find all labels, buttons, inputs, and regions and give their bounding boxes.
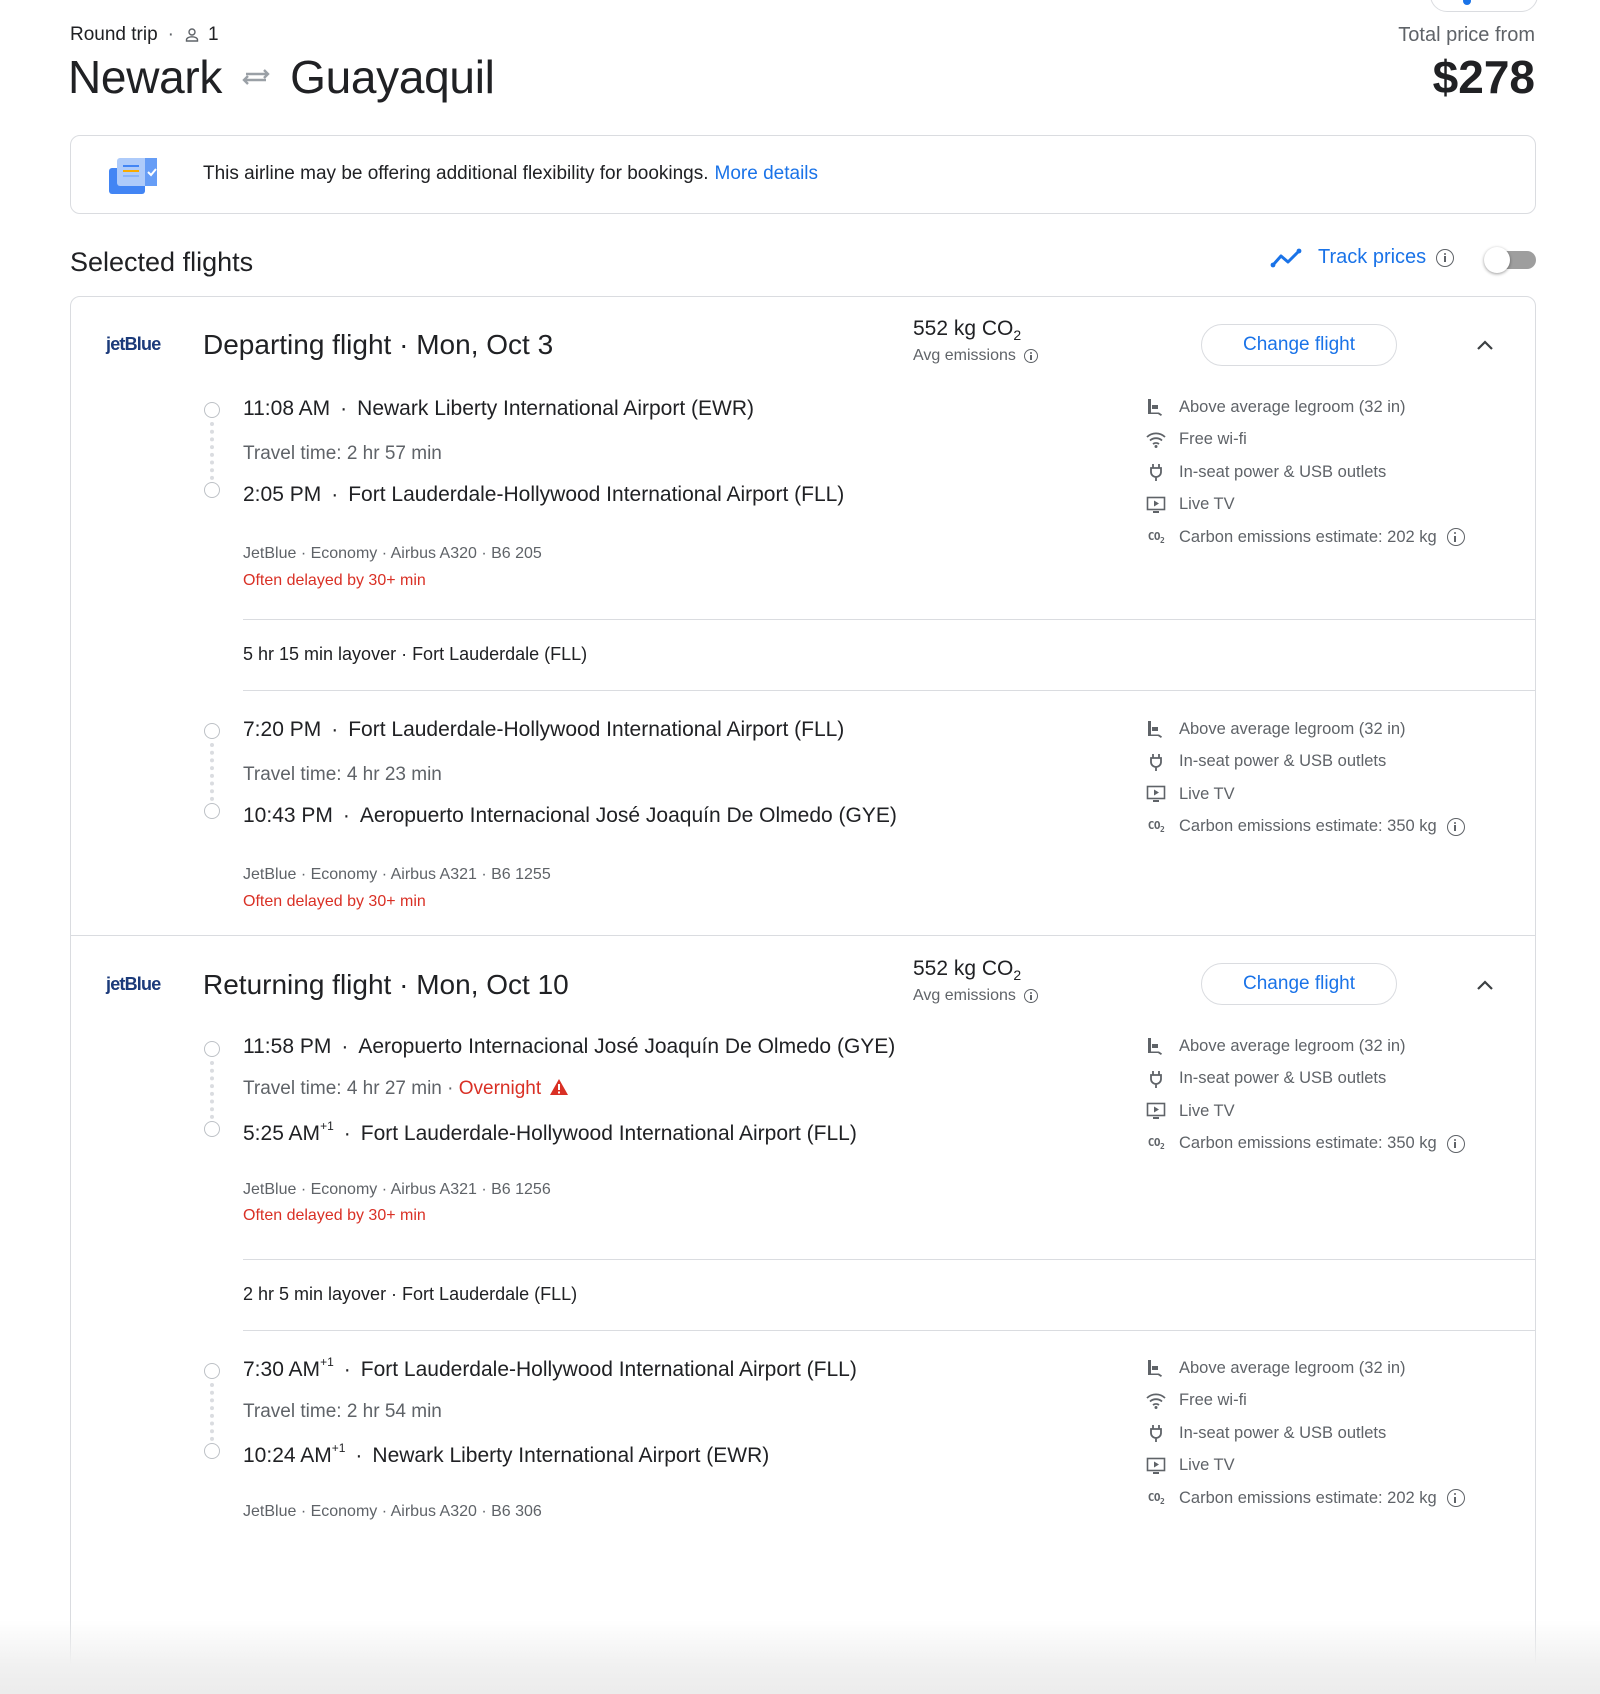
amenity-tv (1145, 778, 1465, 811)
chip-dot-icon (1463, 0, 1471, 5)
notice-text (203, 163, 818, 185)
change-flight-button[interactable]: Change flight (1201, 324, 1397, 366)
flexibility-notice (70, 135, 1536, 214)
flight-info: JetBlue · Economy · Airbus A321 · B6 1256 (243, 1181, 551, 1198)
live-tv-icon (1145, 784, 1167, 804)
amenity-text: In-seat power & USB outlets (1179, 462, 1387, 481)
amenity-emissions (1145, 1482, 1465, 1515)
emissions-subscript: 2 (1013, 327, 1022, 344)
separator-dot: · (167, 24, 174, 45)
warning-triangle-icon (549, 1078, 569, 1096)
arrival-line: 10:43 PM · Aeropuerto Internacional José Joaquín De Olmedo (GYE) (243, 804, 897, 827)
selected-flights-card (70, 296, 1536, 1672)
amenity-text: Above average legroom (32 in) (1179, 397, 1406, 416)
amenity-tv (1145, 1095, 1465, 1128)
leg-emissions (913, 317, 1038, 365)
delay-warning: Often delayed by 30+ min (243, 893, 426, 910)
arrival-line: 2:05 PM · Fort Lauderdale-Hollywood International Airport (FLL) (243, 483, 845, 506)
amenity-tv (1145, 489, 1465, 522)
departure-dot (204, 1041, 220, 1057)
next-day-marker: +1 (320, 1355, 334, 1369)
live-tv-icon (1145, 1101, 1167, 1121)
track-prices-toggle[interactable] (1484, 247, 1536, 273)
arrival-airport: Aeropuerto Internacional José Joaquín De Olmedo (GYE) (359, 804, 897, 827)
info-icon[interactable] (1024, 349, 1038, 363)
amenities-list (1145, 713, 1465, 843)
total-price: $278 (1432, 51, 1535, 103)
amenity-text: Live TV (1179, 1101, 1235, 1120)
amenity-power (1145, 746, 1465, 779)
departure-airport: Aeropuerto Internacional José Joaquín De Olmedo (GYE) (358, 1035, 896, 1058)
arrival-dot (204, 1121, 220, 1137)
travel-time: Travel time: 2 hr 57 min (243, 443, 442, 464)
power-plug-icon (1145, 1069, 1167, 1089)
leg-divider (71, 935, 1535, 936)
wifi-icon (1145, 430, 1167, 450)
amenity-power (1145, 456, 1465, 489)
amenity-legroom (1145, 1030, 1465, 1063)
amenity-power (1145, 1417, 1465, 1450)
amenity-legroom (1145, 391, 1465, 424)
amenity-legroom (1145, 713, 1465, 746)
overnight-label: Overnight (458, 1078, 542, 1099)
arrival-airport: Fort Lauderdale-Hollywood International Airport (FLL) (360, 1122, 857, 1145)
amenity-text: Free wi-fi (1179, 1391, 1247, 1410)
trip-type: Round trip (70, 24, 158, 45)
info-icon[interactable] (1447, 528, 1465, 546)
power-plug-icon (1145, 1423, 1167, 1443)
amenity-legroom (1145, 1352, 1465, 1385)
trip-meta (70, 24, 219, 46)
airline-logo: jetBlue (106, 974, 161, 994)
timeline-dots (210, 1383, 214, 1441)
info-icon[interactable] (1024, 989, 1038, 1003)
next-day-marker: +1 (320, 1119, 334, 1133)
amenity-text: In-seat power & USB outlets (1179, 752, 1387, 771)
travel-time: Travel time: 4 hr 23 min (243, 764, 442, 785)
person-icon (184, 27, 200, 43)
flight-info: JetBlue · Economy · Airbus A321 · B6 1255 (243, 866, 551, 883)
timeline-dots (210, 422, 214, 480)
amenities-list (1145, 1352, 1465, 1515)
departure-line: 7:30 $AM^{+1}$ · Fort Lauderdale-Hollywood International Airport (FLL) (243, 1355, 857, 1381)
chevron-up-icon[interactable] (1475, 979, 1495, 991)
departure-airport: Fort Lauderdale-Hollywood International Airport (FLL) (360, 1358, 857, 1381)
emissions-value (913, 317, 1038, 343)
arrival-line: 10:24 $AM^{+1}$ · Newark Liberty International Airport (EWR) (243, 1441, 770, 1467)
amenity-text: Live TV (1179, 784, 1235, 803)
leg-date: Mon, Oct 3 (416, 329, 554, 360)
power-plug-icon (1145, 462, 1167, 482)
track-prices[interactable] (1270, 246, 1454, 269)
amenity-power (1145, 1063, 1465, 1096)
travel-time-line (243, 1078, 569, 1100)
divider (243, 619, 1535, 620)
arrival-dot (204, 1443, 220, 1459)
co2-icon: $CO_2$ (1147, 529, 1165, 545)
amenity-text: Live TV (1179, 1456, 1235, 1475)
arrival-time: 5:25 AM (243, 1122, 321, 1145)
emissions-value (913, 957, 1038, 983)
amenity-text: Carbon emissions estimate: 202 kg (1179, 527, 1437, 546)
timeline-dots (210, 1061, 214, 1119)
emissions-amount: 552 kg CO (913, 317, 1014, 340)
info-icon[interactable] (1447, 1135, 1465, 1153)
departure-time: 11:58 PM (243, 1035, 332, 1058)
delay-warning: Often delayed by 30+ min (243, 1207, 426, 1224)
flight-info: JetBlue · Economy · Airbus A320 · B6 205 (243, 545, 542, 562)
arrival-line: 5:25 $AM^{+1}$ · Fort Lauderdale-Hollywood International Airport (FLL) (243, 1119, 857, 1145)
amenities-list (1145, 1030, 1465, 1160)
departure-time: 11:08 AM (243, 397, 331, 420)
origin-city: Newark (68, 51, 223, 103)
departure-airport: Fort Lauderdale-Hollywood International Airport (FLL) (348, 718, 845, 741)
arrival-time: 2:05 PM (243, 483, 322, 506)
travel-time: Travel time: 4 hr 27 min · (243, 1078, 454, 1099)
amenity-text: Carbon emissions estimate: 202 kg (1179, 1488, 1437, 1507)
departure-line: 11:08 AM · Newark Liberty International Airport (EWR) (243, 397, 754, 420)
live-tv-icon (1145, 495, 1167, 515)
notice-message: This airline may be offering additional flexibility for bookings. (203, 163, 709, 184)
info-icon[interactable] (1447, 818, 1465, 836)
amenity-text: Above average legroom (32 in) (1179, 1036, 1406, 1055)
selected-flights-heading: Selected flights (70, 247, 254, 277)
leg-emissions (913, 957, 1038, 1005)
departure-line: 7:20 PM · Fort Lauderdale-Hollywood International Airport (FLL) (243, 718, 845, 741)
amenity-text: In-seat power & USB outlets (1179, 1423, 1387, 1442)
round-trip-arrows-icon (240, 65, 272, 89)
divider (243, 1259, 1535, 1260)
leg-title: Departing flight · Mon, Oct 3 (203, 329, 554, 360)
route-title (68, 50, 495, 104)
airline-logo: jetBlue (106, 334, 161, 354)
arrival-time: 10:24 AM (243, 1444, 332, 1467)
travel-time: Travel time: 2 hr 54 min (243, 1401, 442, 1422)
divider (243, 1330, 1535, 1331)
emissions-label (913, 347, 1038, 365)
layover-info: 2 hr 5 min layover · Fort Lauderdale (FLL) (243, 1284, 578, 1304)
legroom-icon (1145, 1036, 1167, 1056)
emissions-amount: 552 kg CO (913, 957, 1014, 980)
amenity-tv (1145, 1450, 1465, 1483)
arrival-dot (204, 482, 220, 498)
amenity-text: Live TV (1179, 495, 1235, 514)
departure-dot (204, 723, 220, 739)
next-day-marker: +1 (331, 1441, 346, 1455)
amenity-wifi (1145, 1385, 1465, 1418)
trend-line-icon (1270, 247, 1302, 269)
amenity-text: Carbon emissions estimate: 350 kg (1179, 1134, 1437, 1153)
price-label: Total price from (1398, 24, 1535, 46)
departure-time: 7:20 PM (243, 718, 322, 741)
emissions-subscript: 2 (1013, 967, 1022, 984)
avg-emissions-text: Avg emissions (913, 987, 1016, 1005)
departure-dot (204, 402, 220, 418)
amenity-emissions (1145, 521, 1465, 554)
toggle-knob (1484, 247, 1510, 273)
booking-flexibility-icon (107, 156, 159, 196)
departure-line: 11:58 PM · Aeropuerto Internacional José Joaquín De Olmedo (GYE) (243, 1035, 896, 1058)
legroom-icon (1145, 1358, 1167, 1378)
timeline-dots (210, 743, 214, 801)
power-plug-icon (1145, 752, 1167, 772)
avg-emissions-text: Avg emissions (913, 347, 1016, 365)
divider (243, 690, 1535, 691)
co2-icon: $CO_2$ (1147, 1136, 1165, 1152)
departure-dot (204, 1363, 220, 1379)
amenity-text: In-seat power & USB outlets (1179, 1069, 1387, 1088)
leg-type: Returning flight (203, 969, 392, 1000)
live-tv-icon (1145, 1456, 1167, 1476)
more-details-link[interactable]: More details (714, 163, 819, 184)
arrival-airport: Newark Liberty International Airport (EWR) (372, 1444, 770, 1467)
amenity-emissions (1145, 811, 1465, 844)
amenities-list (1145, 391, 1465, 554)
wifi-icon (1145, 1391, 1167, 1411)
top-partial-chip[interactable] (1430, 0, 1538, 12)
legroom-icon (1145, 719, 1167, 739)
amenity-emissions (1145, 1128, 1465, 1161)
leg-type: Departing flight (203, 329, 392, 360)
layover-info: 5 hr 15 min layover · Fort Lauderdale (FLL) (243, 644, 588, 664)
amenity-text: Above average legroom (32 in) (1179, 719, 1406, 738)
chevron-up-icon[interactable] (1475, 339, 1495, 351)
passenger-count: 1 (208, 24, 219, 45)
co2-icon: $CO_2$ (1147, 1490, 1165, 1506)
leg-date: Mon, Oct 10 (416, 969, 569, 1000)
amenity-text: Carbon emissions estimate: 350 kg (1179, 817, 1437, 836)
flight-info: JetBlue · Economy · Airbus A320 · B6 306 (243, 1503, 542, 1520)
amenity-text: Free wi-fi (1179, 430, 1247, 449)
arrival-dot (204, 803, 220, 819)
departure-time: 7:30 AM (243, 1358, 321, 1381)
leg-title: Returning flight · Mon, Oct 10 (203, 969, 569, 1000)
amenity-text: Above average legroom (32 in) (1179, 1358, 1406, 1377)
destination-city: Guayaquil (290, 51, 495, 103)
departure-airport: Newark Liberty International Airport (EWR) (357, 397, 754, 420)
arrival-time: 10:43 PM (243, 804, 333, 827)
amenity-wifi (1145, 424, 1465, 457)
legroom-icon (1145, 397, 1167, 417)
track-prices-label: Track prices (1318, 246, 1427, 268)
co2-icon: $CO_2$ (1147, 819, 1165, 835)
arrival-airport: Fort Lauderdale-Hollywood International Airport (FLL) (348, 483, 845, 506)
info-icon[interactable] (1436, 249, 1454, 267)
delay-warning: Often delayed by 30+ min (243, 572, 426, 589)
change-flight-button[interactable]: Change flight (1201, 963, 1397, 1005)
emissions-label (913, 987, 1038, 1005)
info-icon[interactable] (1447, 1489, 1465, 1507)
